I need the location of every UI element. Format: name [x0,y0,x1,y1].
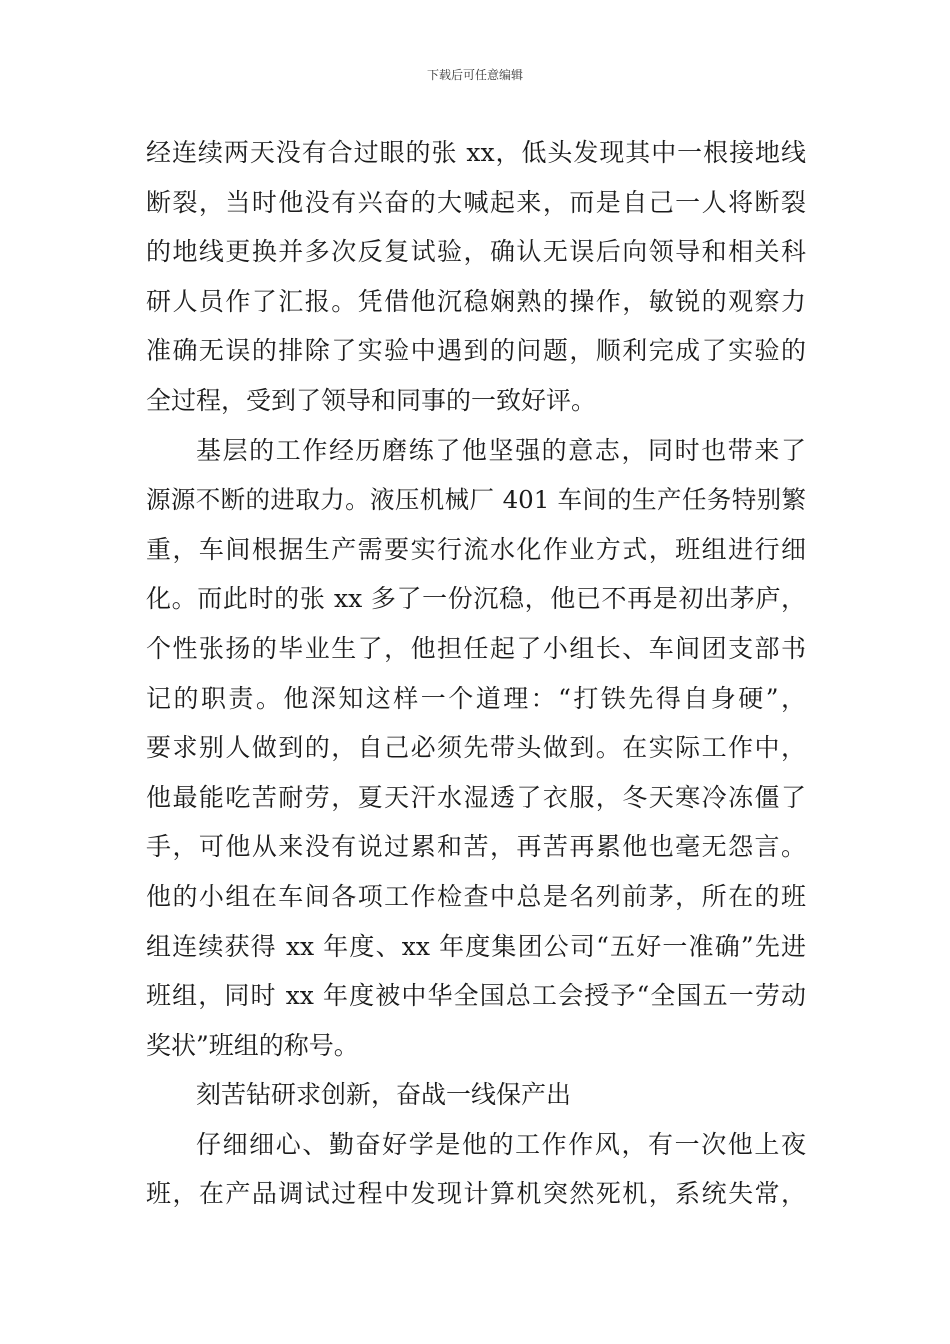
body-line: 断裂，当时他没有兴奋的大喊起来，而是自己一人将断裂 [146,187,806,217]
paragraph-end-line: 全过程，受到了领导和同事的一致好评。 [146,385,597,415]
body-line: 组连续获得 xx 年度、xx 年度集团公司“五好一准确”先进 [146,931,806,961]
body-line: 的地线更换并多次反复试验，确认无误后向领导和相关科 [146,237,806,267]
body-line: 要求别人做到的，自己必须先带头做到。在实际工作中， [146,733,806,763]
body-line: 班组，同时 xx 年度被中华全国总工会授予“全国五一劳动 [146,981,806,1011]
body-line: 他最能吃苦耐劳，夏天汗水湿透了衣服，冬天寒冷冻僵了 [146,782,806,812]
body-line: 他的小组在车间各项工作检查中总是名列前茅，所在的班 [146,881,806,911]
body-line: 班，在产品调试过程中发现计算机突然死机，系统失常， [146,1179,806,1209]
body-line: 准确无误的排除了实验中遇到的问题，顺利完成了实验的 [146,336,806,366]
body-line: 研人员作了汇报。凭借他沉稳娴熟的操作，敏锐的观察力 [146,286,806,316]
body-line: 化。而此时的张 xx 多了一份沉稳，他已不再是初出茅庐， [146,584,806,614]
body-line: 记的职责。他深知这样一个道理：“打铁先得自身硬”， [146,683,806,713]
body-line: 经连续两天没有合过眼的张 xx，低头发现其中一根接地线 [146,138,806,167]
section-heading: 刻苦钻研求创新，奋战一线保产出 [196,1080,572,1110]
document-body [146,128,806,1219]
paragraph-end-line: 奖状”班组的称号。 [146,1030,359,1060]
paragraph-first-line: 基层的工作经历磨练了他坚强的意志，同时也带来了 [196,435,806,465]
body-line: 手，可他从来没有说过累和苦，再苦再累他也毫无怨言。 [146,832,806,862]
header-note: 下载后可任意编辑 [426,68,523,82]
body-line: 个性张扬的毕业生了，他担任起了小组长、车间团支部书 [146,633,806,663]
body-line: 重，车间根据生产需要实行流水化作业方式，班组进行细 [146,534,806,564]
body-line: 源源不断的进取力。液压机械厂 401 车间的生产任务特别繁 [146,485,806,515]
paragraph-first-line: 仔细细心、勤奋好学是他的工作作风，有一次他上夜 [196,1129,806,1159]
